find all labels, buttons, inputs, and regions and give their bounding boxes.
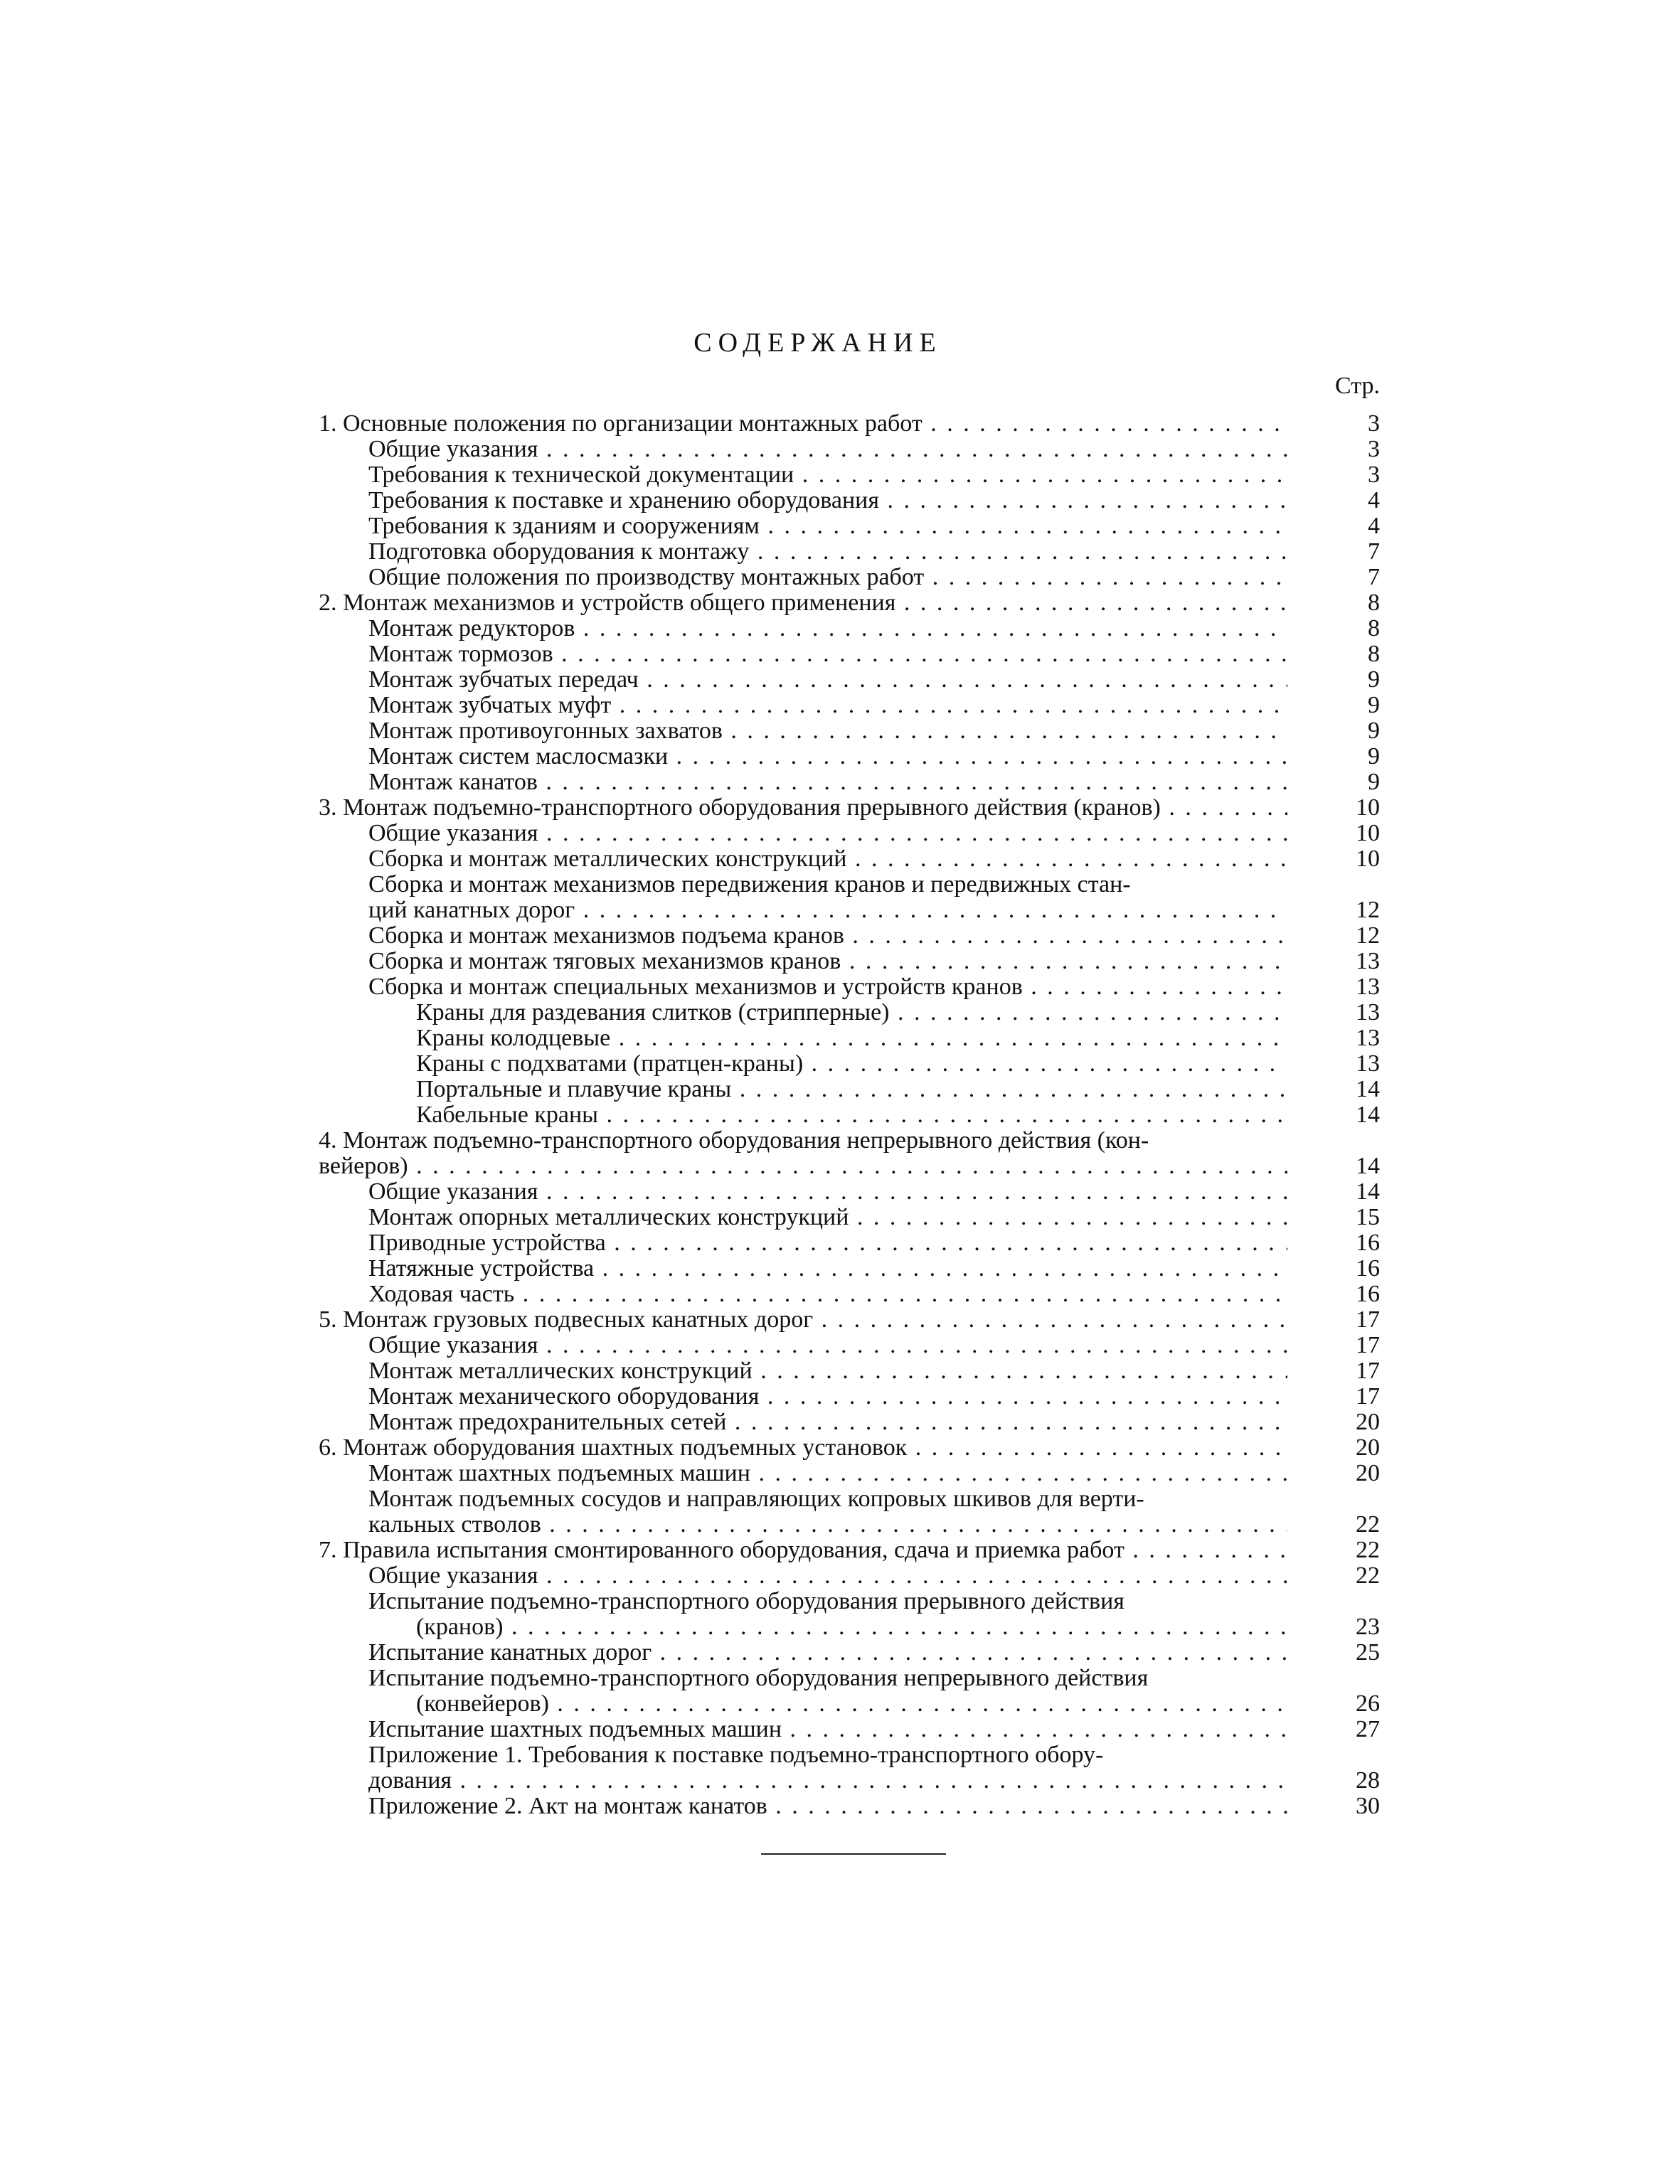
toc-entry [0,923,1680,949]
toc-entry-page: 13 [1356,1050,1380,1077]
toc-entry [0,1640,1680,1666]
toc-entry [0,1077,1680,1102]
toc-entry-title: Испытание канатных дорог . . . [368,1640,1287,1666]
toc-entry [0,1666,1680,1691]
toc-entry [0,1282,1680,1307]
toc-entry-page: 10 [1356,794,1380,821]
toc-entry-title: Портальные и плавучие краны . . . [416,1077,1287,1102]
toc-entry-title: вейеров) . . . [319,1154,1287,1179]
toc-entry [0,1205,1680,1230]
toc-entry-page: 13 [1356,1025,1380,1051]
toc-entry [0,1589,1680,1614]
toc-entry-page: 23 [1356,1614,1380,1640]
toc-entry-page: 9 [1368,769,1380,795]
toc-entry [0,1000,1680,1026]
toc-entry-page: 17 [1356,1306,1380,1333]
toc-entry-title: Краны колодцевые . . . [416,1026,1287,1051]
toc-entry [0,590,1680,616]
toc-entry-title: Общие положения по производству монтажных работ . . . [368,565,1287,590]
toc-entry-title: Монтаж систем маслосмазки . . . [368,744,1287,769]
toc-entry-page: 10 [1356,846,1380,872]
toc-entry-title: дования . . . [368,1768,1287,1794]
toc-entry [0,949,1680,974]
toc-entry-title: 1. Основные положения по организации монтажных работ . . . [319,411,1287,437]
toc-entry [0,1128,1680,1154]
toc-entry-title: Монтаж предохранительных сетей . . . [368,1410,1287,1435]
toc-entry-title: Испытание шахтных подъемных машин . . . [368,1717,1287,1742]
toc-entry-title: Монтаж канатов . . . [368,769,1287,795]
toc-entry-page: 22 [1356,1511,1380,1538]
toc-entry [0,974,1680,1000]
page-title: СОДЕРЖАНИЕ [693,328,942,358]
toc-entry-page: 12 [1356,897,1380,923]
toc-entry [0,1154,1680,1179]
toc-entry [0,769,1680,795]
toc-entry [0,718,1680,744]
toc-entry-title: Монтаж зубчатых передач . . . [368,667,1287,693]
toc-entry-page: 4 [1368,487,1380,513]
toc-entry-page: 9 [1368,666,1380,693]
toc-entry-page: 9 [1368,692,1380,718]
toc-entry [0,872,1680,897]
toc-entry-title: Общие указания . . . [368,821,1287,846]
toc-entry-title: 4. Монтаж подъемно-транспортного оборудования непрерывного действия (кон- [319,1128,1149,1154]
toc-entry-title: Подготовка оборудования к монтажу . . . [368,539,1287,565]
toc-entry-title: Сборка и монтаж специальных механизмов и устройств кранов . . . [368,974,1287,1000]
toc-entry-title: Общие указания . . . [368,437,1287,462]
toc-entry-title: Испытание подъемно-транспортного оборудования прерывного действия [368,1589,1125,1614]
toc-entry-title: (кранов) . . . [416,1614,1287,1640]
toc-entry-page: 8 [1368,641,1380,667]
toc-entry-title: Сборка и монтаж механизмов подъема кранов . . . [368,923,1287,949]
toc-entry [0,1691,1680,1717]
toc-entry [0,693,1680,718]
toc-entry-title: Монтаж тормозов . . . [368,641,1287,667]
toc-entry-page: 16 [1356,1281,1380,1307]
toc-entry-page: 26 [1356,1690,1380,1717]
toc-entry-title: Сборка и монтаж тяговых механизмов кранов . . . [368,949,1287,974]
toc-entry-page: 17 [1356,1358,1380,1384]
toc-entry-page: 4 [1368,513,1380,539]
toc-entry-page: 3 [1368,410,1380,437]
toc-entry [0,539,1680,565]
toc-entry [0,411,1680,437]
toc-entry-page: 22 [1356,1537,1380,1563]
toc-entry-title: Краны для раздевания слитков (стрипперные) . . . [416,1000,1287,1026]
toc-entry [0,1230,1680,1256]
toc-entry [0,641,1680,667]
toc-entry-title: Кабельные краны . . . [416,1102,1287,1128]
toc-entry-title: Монтаж металлических конструкций . . . [368,1358,1287,1384]
toc-entry [0,565,1680,590]
toc-entry-page: 20 [1356,1460,1380,1486]
toc-entry [0,437,1680,462]
toc-entry-title: Монтаж механического оборудования . . . [368,1384,1287,1410]
toc-entry-page: 16 [1356,1230,1380,1256]
toc-entry [0,1026,1680,1051]
toc-entry [0,1102,1680,1128]
toc-entry [0,1410,1680,1435]
toc-entry-page: 15 [1356,1204,1380,1230]
end-divider [761,1853,946,1855]
page-column-label: Стр. [1334,373,1380,399]
toc-entry-title: 6. Монтаж оборудования шахтных подъемных установок . . . [319,1435,1287,1461]
toc-entry-page: 27 [1356,1716,1380,1742]
toc-entry-title: Монтаж зубчатых муфт . . . [368,693,1287,718]
toc-entry-page: 14 [1356,1076,1380,1102]
toc-entry-page: 13 [1356,974,1380,1000]
toc-entry-title: Натяжные устройства . . . [368,1256,1287,1282]
toc-entry-page: 14 [1356,1178,1380,1205]
toc-entry-title: 7. Правила испытания смонтированного оборудования, сдача и приемка работ . . . [319,1538,1287,1563]
toc-entry-title: Сборка и монтаж металлических конструкций . . . [368,846,1287,872]
toc-entry [0,1538,1680,1563]
toc-entry [0,1461,1680,1486]
toc-entry-title: Требования к технической документации . . . [368,462,1287,488]
toc-entry-page: 20 [1356,1434,1380,1461]
toc-entry [0,488,1680,513]
toc-entry-page: 22 [1356,1562,1380,1589]
toc-entry-page: 3 [1368,462,1380,488]
toc-entry [0,616,1680,641]
toc-entry-title: Приложение 1. Требования к поставке подъемно-транспортного обору- [368,1742,1104,1768]
toc-entry [0,1358,1680,1384]
toc-entry [0,1051,1680,1077]
toc-entry-page: 13 [1356,948,1380,974]
toc-entry-title: (конвейеров) . . . [416,1691,1287,1717]
table-of-contents [0,411,1680,1819]
toc-entry-title: 5. Монтаж грузовых подвесных канатных дорог . . . [319,1307,1287,1333]
toc-entry [0,1179,1680,1205]
toc-entry-title: Приводные устройства . . . [368,1230,1287,1256]
toc-entry-page: 12 [1356,922,1380,949]
toc-entry-page: 20 [1356,1409,1380,1435]
toc-entry-title: Приложение 2. Акт на монтаж канатов . . . [368,1794,1287,1819]
toc-entry [0,1256,1680,1282]
toc-entry-page: 9 [1368,743,1380,769]
toc-entry [0,1614,1680,1640]
toc-entry-page: 17 [1356,1332,1380,1358]
toc-entry [0,1486,1680,1512]
toc-entry-page: 10 [1356,820,1380,846]
toc-entry-title: Монтаж шахтных подъемных машин . . . [368,1461,1287,1486]
toc-entry-title: Монтаж подъемных сосудов и направляющих копровых шкивов для верти- [368,1486,1144,1512]
toc-entry-title: Требования к зданиям и сооружениям . . . [368,513,1287,539]
toc-entry-title: ций канатных дорог . . . [368,897,1287,923]
toc-entry-title: Общие указания . . . [368,1333,1287,1358]
toc-entry-title: Монтаж противоугонных захватов . . . [368,718,1287,744]
toc-entry [0,1742,1680,1768]
toc-entry-page: 25 [1356,1639,1380,1666]
toc-entry-page: 7 [1368,564,1380,590]
toc-entry-page: 9 [1368,718,1380,744]
toc-entry-title: 3. Монтаж подъемно-транспортного оборудования прерывного действия (кранов) . . . [319,795,1287,821]
toc-entry [0,1563,1680,1589]
toc-entry-title: Краны с подхватами (пратцен-краны) . . . [416,1051,1287,1077]
toc-entry-page: 3 [1368,436,1380,462]
toc-entry-page: 16 [1356,1255,1380,1282]
toc-entry [0,513,1680,539]
toc-entry-page: 13 [1356,999,1380,1026]
toc-entry [0,1717,1680,1742]
toc-entry-page: 8 [1368,615,1380,641]
toc-entry [0,744,1680,769]
toc-entry [0,1435,1680,1461]
toc-entry-title: Сборка и монтаж механизмов передвижения кранов и передвижных стан- [368,872,1131,897]
toc-entry-page: 14 [1356,1153,1380,1179]
toc-entry [0,897,1680,923]
toc-entry-page: 8 [1368,590,1380,616]
toc-entry [0,1333,1680,1358]
toc-entry-page: 30 [1356,1793,1380,1819]
toc-entry [0,1384,1680,1410]
toc-entry-title: Испытание подъемно-транспортного оборудования непрерывного действия [368,1666,1149,1691]
toc-entry [0,846,1680,872]
toc-entry-page: 7 [1368,538,1380,565]
toc-entry-title: Монтаж редукторов . . . [368,616,1287,641]
toc-entry-title: кальных стволов . . . [368,1512,1287,1538]
toc-entry [0,1768,1680,1794]
toc-entry [0,1512,1680,1538]
toc-entry-title: Требования к поставке и хранению оборудования . . . [368,488,1287,513]
toc-entry [0,1794,1680,1819]
toc-entry [0,1307,1680,1333]
toc-entry-page: 28 [1356,1767,1380,1794]
toc-entry [0,462,1680,488]
toc-entry-title: Общие указания . . . [368,1179,1287,1205]
toc-entry-title: Ходовая часть . . . [368,1282,1287,1307]
toc-entry [0,795,1680,821]
toc-entry-title: Монтаж опорных металлических конструкций . . . [368,1205,1287,1230]
toc-entry-title: Общие указания . . . [368,1563,1287,1589]
toc-entry-page: 14 [1356,1102,1380,1128]
toc-entry [0,821,1680,846]
toc-entry-title: 2. Монтаж механизмов и устройств общего применения . . . [319,590,1287,616]
toc-entry [0,667,1680,693]
toc-entry-page: 17 [1356,1383,1380,1410]
